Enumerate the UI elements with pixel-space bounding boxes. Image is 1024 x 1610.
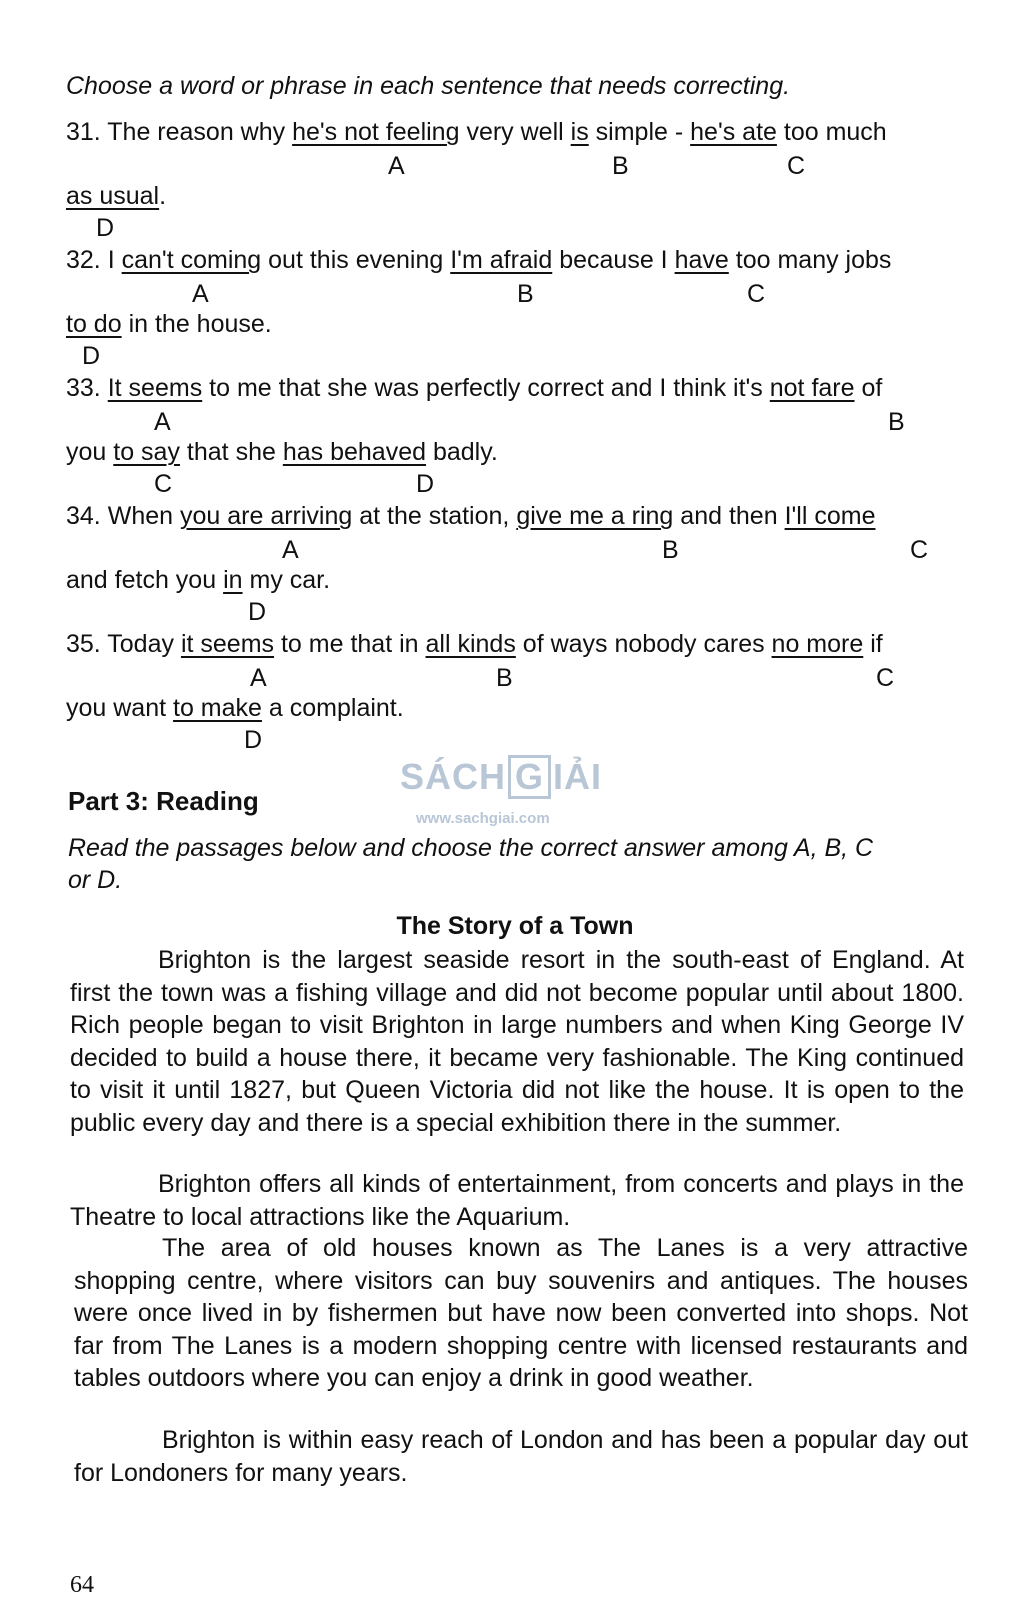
passage-paragraph: Brighton offers all kinds of entertainment, from concerts and plays in the Theatre to local attractions like the Aquarium. [70, 1170, 964, 1231]
passage-paragraph: The area of old houses known as The Lanes is a very attractive shopping centre, where visitors can buy souvenirs and antiques. The houses were once lived in by fishermen but have now been converted into shops. Not far from The Lanes is a modern shopping centre with licensed restaurants and tables outdoors where you can enjoy a drink in good weather. [74, 1234, 968, 1392]
option-d-label: D [248, 598, 267, 626]
option-b-label: B [612, 152, 629, 180]
option-d-label: D [96, 214, 115, 242]
instruction-error-correction: Choose a word or phrase in each sentence that needs correcting. [66, 72, 791, 100]
question-35-line-2: you want to make a complaint. [66, 694, 404, 722]
question-34-line-1: 34. When you are arriving at the station, give me a ring and then I'll come [66, 502, 876, 530]
question-31-line-2: as usual. [66, 182, 167, 210]
option-a-label: A [282, 536, 299, 564]
question-number: 35. [66, 630, 101, 658]
option-c-text[interactable]: to say [113, 438, 180, 466]
option-d-label: D [244, 726, 263, 754]
option-a-text[interactable]: he's not feeling [292, 118, 460, 146]
option-a-label: A [192, 280, 209, 308]
passage-paragraph: Brighton is within easy reach of London and has been a popular day out for Londoners for many years. [74, 1426, 968, 1487]
watermark-url: www.sachgiai.com [416, 810, 550, 827]
option-d-text[interactable]: to do [66, 310, 122, 338]
question-33-line-1: 33. It seems to me that she was perfectly correct and I think it's not fare of [66, 374, 883, 402]
option-b-text[interactable]: I'm afraid [450, 246, 553, 274]
question-34-line-2: and fetch you in my car. [66, 566, 331, 594]
option-c-text[interactable]: he's ate [690, 118, 777, 146]
question-32-line-2: to do in the house. [66, 310, 272, 338]
option-d-text[interactable]: as usual [66, 182, 160, 210]
question-number: 32. [66, 246, 101, 274]
option-b-label: B [496, 664, 513, 692]
option-a-text[interactable]: can't coming [121, 246, 262, 274]
option-c-text[interactable]: have [674, 246, 729, 274]
option-c-label: C [747, 280, 766, 308]
question-number: 33. [66, 374, 101, 402]
option-d-label: D [82, 342, 101, 370]
option-b-label: B [662, 536, 679, 564]
watermark-logo: SÁCH G IẢI [400, 756, 603, 797]
option-d-text[interactable]: has behaved [282, 438, 427, 466]
question-33-line-2: you to say that she has behaved badly. [66, 438, 498, 466]
question-32-line-1: 32. I can't coming out this evening I'm afraid because I have too many jobs [66, 246, 892, 274]
option-d-text[interactable]: to make [173, 694, 262, 722]
question-31-line-1: 31. The reason why he's not feeling very well is simple - he's ate too much [66, 118, 887, 146]
question-35-line-1: 35. Today it seems to me that in all kinds of ways nobody cares no more if [66, 630, 883, 658]
option-b-label: B [517, 280, 534, 308]
page-number: 64 [70, 1572, 94, 1598]
instruction-reading-line-1: Read the passages below and choose the correct answer among A, B, C [68, 834, 874, 862]
option-b-text[interactable]: all kinds [425, 630, 516, 658]
option-d-label: D [416, 470, 435, 498]
question-number: 34. [66, 502, 101, 530]
option-a-label: A [250, 664, 267, 692]
option-b-text[interactable]: give me a ring [516, 502, 674, 530]
option-c-label: C [154, 470, 173, 498]
option-a-text[interactable]: It seems [107, 374, 203, 402]
option-c-text[interactable]: I'll come [784, 502, 876, 530]
question-number: 31. [66, 118, 101, 146]
option-a-text[interactable]: it seems [180, 630, 275, 658]
passage-title: The Story of a Town [396, 912, 634, 940]
option-b-text[interactable]: is [570, 118, 589, 146]
option-a-label: A [154, 408, 171, 436]
option-c-label: C [910, 536, 929, 564]
instruction-reading-line-2: or D. [68, 866, 123, 894]
option-d-text[interactable]: in [223, 566, 243, 594]
option-b-label: B [888, 408, 905, 436]
option-a-label: A [388, 152, 405, 180]
section-heading-part-3: Part 3: Reading [68, 786, 259, 816]
option-a-text[interactable]: you are arriving [179, 502, 353, 530]
option-c-text[interactable]: no more [771, 630, 864, 658]
option-c-label: C [876, 664, 895, 692]
passage-paragraph: Brighton is the largest seaside resort in the south-east of England. At first the town was a fishing village and did not become popular until about 1800. Rich people began to visit Brighton in large numbers and when King George IV decided to build a house there, it became very fashionable. The King continued to visit it until 1827, but Queen Victoria did not like the house. It is open to the public every day and there is a special exhibition there in the summer. [70, 946, 964, 1137]
option-c-label: C [787, 152, 806, 180]
option-b-text[interactable]: not fare [769, 374, 855, 402]
